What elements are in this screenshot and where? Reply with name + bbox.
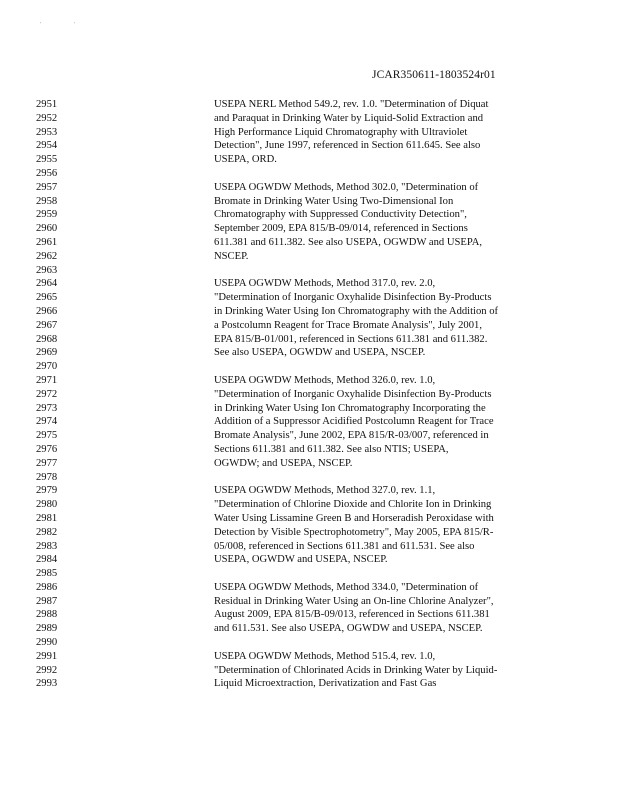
scan-mark-left: ' — [40, 22, 42, 28]
line-text: USEPA OGWDW Methods, Method 515.4, rev. 1.0, — [214, 650, 436, 662]
text-line — [0, 484, 618, 498]
document-id-header: JCAR350611-1803524r01 — [372, 69, 496, 81]
text-line — [0, 553, 618, 567]
text-line — [0, 319, 618, 333]
line-number: 2985 — [36, 568, 58, 580]
text-line — [0, 277, 618, 291]
text-line — [0, 457, 618, 471]
line-number: 2990 — [36, 637, 58, 649]
line-text: Detection by Visible Spectrophotometry", May 2005, EPA 815/R- — [214, 526, 494, 538]
text-line — [0, 181, 618, 195]
line-text: USEPA, ORD. — [214, 154, 277, 166]
text-line — [0, 222, 618, 236]
text-line — [0, 677, 618, 691]
line-number: 2992 — [36, 664, 58, 676]
line-text: Water Using Lissamine Green B and Horseradish Peroxidase with — [214, 512, 494, 524]
line-number: 2957 — [36, 181, 58, 193]
line-text: 05/008, referenced in Sections 611.381 and 611.531. See also — [214, 540, 475, 552]
line-number: 2987 — [36, 595, 58, 607]
line-text: "Determination of Inorganic Oxyhalide Disinfection By-Products — [214, 388, 492, 400]
text-line — [0, 498, 618, 512]
text-line — [0, 360, 618, 374]
line-number: 2960 — [36, 223, 58, 235]
text-line — [0, 540, 618, 554]
line-text: in Drinking Water Using Ion Chromatography Incorporating the — [214, 402, 486, 414]
line-text: "Determination of Chlorinated Acids in Drinking Water by Liquid- — [214, 664, 498, 676]
text-line — [0, 402, 618, 416]
line-text: in Drinking Water Using Ion Chromatography with the Addition of — [214, 305, 499, 317]
line-text: Bromate Analysis", June 2002, EPA 815/R-03/007, referenced in — [214, 430, 489, 442]
line-number: 2963 — [36, 264, 58, 276]
line-number: 2959 — [36, 209, 58, 221]
line-text: "Determination of Inorganic Oxyhalide Disinfection By-Products — [214, 292, 492, 304]
text-line — [0, 167, 618, 181]
text-line — [0, 374, 618, 388]
line-number: 2975 — [36, 430, 58, 442]
text-line — [0, 250, 618, 264]
line-text: USEPA OGWDW Methods, Method 326.0, rev. 1.0, — [214, 374, 436, 386]
line-text: August 2009, EPA 815/B-09/013, referenced in Sections 611.381 — [214, 609, 490, 621]
text-line — [0, 333, 618, 347]
line-number: 2958 — [36, 195, 58, 207]
text-line — [0, 139, 618, 153]
line-number: 2977 — [36, 457, 58, 469]
line-number: 2979 — [36, 485, 58, 497]
text-line — [0, 195, 618, 209]
line-number: 2954 — [36, 140, 58, 152]
line-number: 2982 — [36, 526, 58, 538]
line-text: USEPA NERL Method 549.2, rev. 1.0. "Determination of Diquat — [214, 99, 489, 110]
line-number: 2988 — [36, 609, 58, 621]
text-line — [0, 305, 618, 319]
line-number: 2970 — [36, 361, 58, 373]
line-number: 2984 — [36, 554, 58, 566]
text-line — [0, 208, 618, 222]
line-text: EPA 815/B-01/001, referenced in Sections 611.381 and 611.382. — [214, 333, 488, 345]
text-line — [0, 512, 618, 526]
line-number: 2986 — [36, 581, 58, 593]
line-text: "Determination of Chlorine Dioxide and Chlorite Ion in Drinking — [214, 499, 492, 511]
text-line — [0, 388, 618, 402]
line-number: 2966 — [36, 305, 58, 317]
text-line — [0, 153, 618, 167]
line-number: 2955 — [36, 154, 58, 166]
text-line — [0, 291, 618, 305]
line-text: See also USEPA, OGWDW and USEPA, NSCEP. — [214, 347, 426, 359]
text-line — [0, 567, 618, 581]
line-text: USEPA OGWDW Methods, Method 302.0, "Determination of — [214, 181, 479, 193]
line-text: OGWDW; and USEPA, NSCEP. — [214, 457, 353, 469]
line-number: 2967 — [36, 319, 58, 331]
text-line — [0, 595, 618, 609]
text-line — [0, 346, 618, 360]
line-text: USEPA OGWDW Methods, Method 327.0, rev. 1.1, — [214, 485, 436, 497]
text-line — [0, 443, 618, 457]
line-number: 2962 — [36, 250, 58, 262]
text-line — [0, 98, 618, 112]
line-number: 2974 — [36, 416, 58, 428]
line-text: Detection", June 1997, referenced in Section 611.645. See also — [214, 140, 481, 152]
line-text: High Performance Liquid Chromatography with Ultraviolet — [214, 126, 468, 138]
text-line — [0, 526, 618, 540]
text-line — [0, 636, 618, 650]
line-text: 611.381 and 611.382. See also USEPA, OGWDW and USEPA, — [214, 236, 483, 248]
text-line — [0, 264, 618, 278]
line-number: 2981 — [36, 512, 58, 524]
line-number: 2965 — [36, 292, 58, 304]
line-number: 2951 — [36, 99, 58, 110]
text-line — [0, 471, 618, 485]
line-text: NSCEP. — [214, 250, 249, 262]
line-text: September 2009, EPA 815/B-09/014, referenced in Sections — [214, 223, 468, 235]
text-line — [0, 664, 618, 678]
line-number: 2991 — [36, 650, 58, 662]
text-line — [0, 622, 618, 636]
text-line — [0, 236, 618, 250]
line-text: and 611.531. See also USEPA, OGWDW and USEPA, NSCEP. — [214, 623, 483, 635]
line-number: 2993 — [36, 678, 58, 690]
text-line — [0, 126, 618, 140]
line-number: 2972 — [36, 388, 58, 400]
line-number: 2989 — [36, 623, 58, 635]
text-line — [0, 112, 618, 126]
line-number: 2980 — [36, 499, 58, 511]
text-line — [0, 581, 618, 595]
line-number: 2964 — [36, 278, 58, 290]
line-number: 2978 — [36, 471, 58, 483]
line-text: and Paraquat in Drinking Water by Liquid-Solid Extraction and — [214, 112, 484, 124]
line-number: 2956 — [36, 167, 58, 179]
scan-mark-right: ' — [74, 22, 76, 28]
line-number: 2961 — [36, 236, 58, 248]
line-text: Residual in Drinking Water Using an On-line Chlorine Analyzer", — [214, 595, 494, 607]
line-text: Bromate in Drinking Water Using Two-Dimensional Ion — [214, 195, 454, 207]
line-number: 2953 — [36, 126, 58, 138]
line-number: 2952 — [36, 112, 58, 124]
line-number: 2983 — [36, 540, 58, 552]
numbered-text-body — [0, 98, 618, 691]
line-text: Liquid Microextraction, Derivatization and Fast Gas — [214, 678, 437, 690]
line-number: 2976 — [36, 443, 58, 455]
text-line — [0, 429, 618, 443]
line-text: Chromatography with Suppressed Conductivity Detection", — [214, 209, 467, 221]
line-number: 2968 — [36, 333, 58, 345]
line-text: Addition of a Suppressor Acidified Postcolumn Reagent for Trace — [214, 416, 494, 428]
text-line — [0, 650, 618, 664]
line-text: USEPA OGWDW Methods, Method 317.0, rev. 2.0, — [214, 278, 436, 290]
line-text: a Postcolumn Reagent for Trace Bromate Analysis", July 2001, — [214, 319, 482, 331]
line-text: USEPA, OGWDW and USEPA, NSCEP. — [214, 554, 388, 566]
line-number: 2973 — [36, 402, 58, 414]
line-number: 2971 — [36, 374, 58, 386]
text-line — [0, 608, 618, 622]
line-text: Sections 611.381 and 611.382. See also NTIS; USEPA, — [214, 443, 449, 455]
line-text: USEPA OGWDW Methods, Method 334.0, "Determination of — [214, 581, 479, 593]
line-number: 2969 — [36, 347, 58, 359]
text-line — [0, 415, 618, 429]
